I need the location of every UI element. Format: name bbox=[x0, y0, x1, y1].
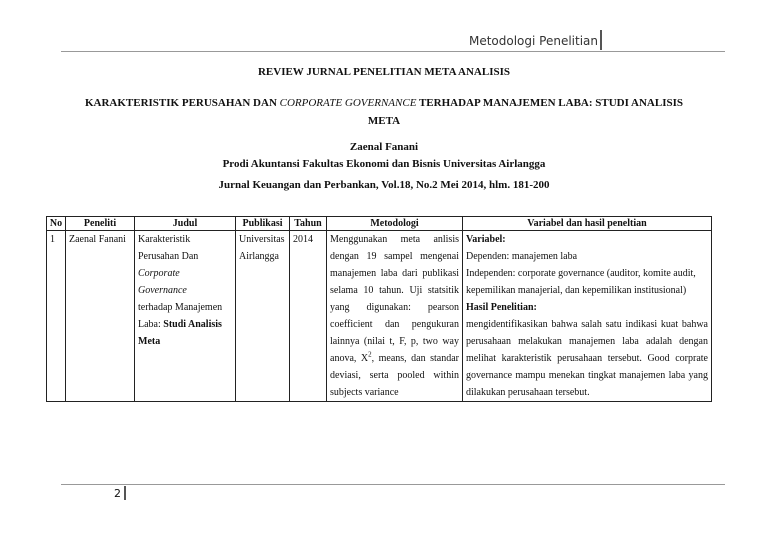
header-metodologi: Metodologi bbox=[327, 217, 463, 231]
cell-tahun: 2014 bbox=[290, 231, 327, 402]
hasil-text: mengidentifikasikan bahwa salah satu indikasi kuat bahwa perusahaan melakukan manajemen laba adalah dengan melihat karakteristik perusahaan tersebut. Good corprate governance mampu menekan tingkat manajemen laba yang dilakukan perusahaan tersebut. bbox=[466, 319, 708, 398]
judul-line: Corporate bbox=[138, 268, 180, 279]
review-table bbox=[46, 216, 712, 402]
judul-line: Meta bbox=[138, 336, 161, 347]
author-affiliation: Prodi Akuntansi Fakultas Ekonomi dan Bisnis Universitas Airlangga bbox=[222, 158, 546, 170]
article-title-part2: TERHADAP MANAJEMEN LABA: STUDI ANALISIS META bbox=[367, 97, 684, 127]
publikasi-line: Universitas bbox=[239, 234, 285, 245]
header-publikasi: Publikasi bbox=[236, 217, 290, 231]
variabel-label: Variabel: bbox=[466, 234, 506, 245]
cell-variabel bbox=[463, 231, 712, 402]
header-divider bbox=[600, 30, 602, 50]
cell-metodologi bbox=[327, 231, 463, 402]
article-title-italic: CORPORATE GOVERNANCE bbox=[279, 97, 417, 109]
judul-line: terhadap Manajemen bbox=[138, 302, 223, 313]
article-title bbox=[80, 94, 688, 130]
cell-peneliti: Zaenal Fanani bbox=[66, 231, 135, 402]
header-tahun: Tahun bbox=[290, 217, 327, 231]
table-row bbox=[47, 231, 712, 402]
document-heading: REVIEW JURNAL PENELITIAN META ANALISIS bbox=[257, 66, 511, 78]
metodologi-text: Menggunakan meta anlisis dengan 19 sampel mengenai manajemen laba dari publikasi selama 10 tahun. Uji statsitik yang digunakan: pearson coefficient dan pengukuran lainnya (nilai t, F, p, two way anova, X bbox=[330, 234, 459, 364]
header-no: No bbox=[47, 217, 66, 231]
journal-citation: Jurnal Keuangan dan Perbankan, Vol.18, No.2 Mei 2014, hlm. 181-200 bbox=[218, 179, 550, 191]
dependen-text: Dependen: manajemen laba bbox=[466, 251, 578, 262]
judul-line: Perusahan Dan bbox=[138, 251, 199, 262]
header-rule bbox=[61, 51, 725, 52]
footer-rule bbox=[61, 484, 725, 485]
independen-text: Independen: corporate governance (auditor, komite audit, kepemilikan manajerial, dan kepemilikan institusional) bbox=[466, 268, 696, 296]
metodologi-superscript: 2 bbox=[368, 350, 372, 359]
author-name: Zaenal Fanani bbox=[349, 141, 419, 153]
metodologi-text-end: , means, dan standar deviasi, serta pooled within subjects variance bbox=[330, 353, 459, 398]
table-header-row bbox=[47, 217, 712, 231]
header-variabel: Variabel dan hasil peneltian bbox=[463, 217, 712, 231]
judul-line: Karakteristik bbox=[138, 234, 191, 245]
cell-no: 1 bbox=[47, 231, 66, 402]
publikasi-line: Airlangga bbox=[239, 251, 279, 262]
judul-bold: Studi Analisis bbox=[163, 319, 222, 330]
hasil-label: Hasil Penelitian: bbox=[466, 302, 537, 313]
header-peneliti: Peneliti bbox=[66, 217, 135, 231]
judul-text: Laba: bbox=[138, 319, 164, 330]
footer-divider bbox=[124, 486, 126, 500]
cell-judul bbox=[135, 231, 236, 402]
judul-line: Governance bbox=[138, 285, 187, 296]
header-judul: Judul bbox=[135, 217, 236, 231]
article-title-part1: KARAKTERISTIK PERUSAHAN DAN bbox=[84, 97, 280, 109]
running-header: Metodologi Penelitian bbox=[468, 34, 598, 48]
cell-publikasi bbox=[236, 231, 290, 402]
page-number: 2 bbox=[114, 487, 121, 500]
judul-line bbox=[138, 316, 232, 333]
